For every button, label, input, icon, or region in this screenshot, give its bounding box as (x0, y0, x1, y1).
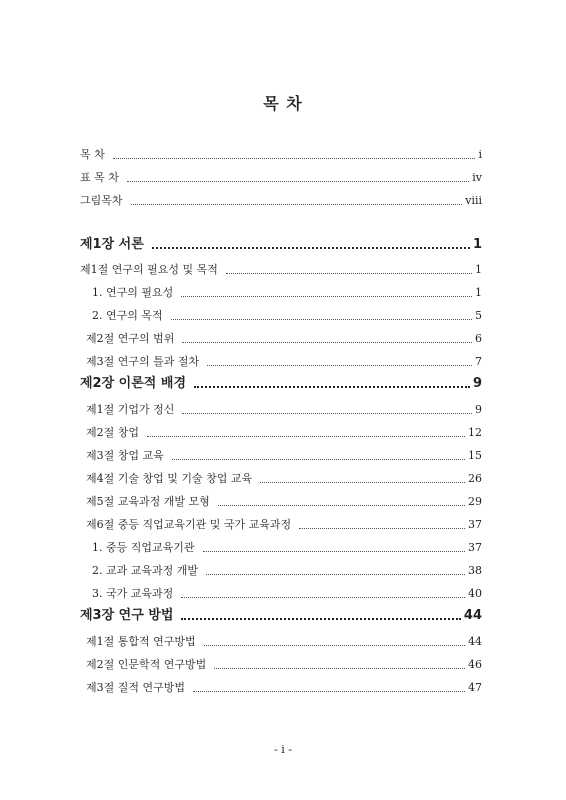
toc-entry-label: 제4절 기술 창업 및 기술 창업 교육 (86, 472, 253, 485)
toc-entry-section[interactable] (80, 656, 482, 674)
toc-entry-label: 제6절 중등 직업교육기관 및 국가 교육과정 (86, 518, 292, 531)
leader-dots (204, 645, 465, 646)
toc-entry-section[interactable] (80, 447, 482, 465)
toc-entry-chapter-2[interactable] (80, 374, 482, 394)
leader-dots (147, 436, 465, 437)
toc-entry-label: 그림목차 (80, 194, 123, 207)
toc-entry-page: 26 (468, 472, 482, 485)
toc-entry-label: 2. 연구의 목적 (92, 309, 163, 322)
toc-entry-page: 37 (468, 541, 482, 554)
leader-dots (260, 482, 465, 483)
leader-dots (181, 597, 465, 598)
leader-dots (193, 691, 465, 692)
toc-entry-page: 5 (475, 309, 482, 322)
toc-entry-subsection[interactable] (80, 284, 482, 302)
leader-dots (299, 528, 465, 529)
toc-entry-contents[interactable] (80, 146, 482, 164)
toc-entry-page: 7 (475, 355, 482, 368)
toc-entry-page: 12 (468, 426, 482, 439)
leader-dots (182, 342, 472, 343)
toc-entry-page: 46 (468, 658, 482, 671)
toc-entry-subsection[interactable] (80, 562, 482, 580)
toc-entry-page: 44 (463, 608, 482, 623)
toc-entry-chapter-3[interactable] (80, 606, 482, 626)
toc-entry-label: 제5절 교육과정 개발 모형 (86, 495, 210, 508)
toc-entry-page: 6 (475, 332, 482, 345)
toc-entry-label: 제2절 창업 (86, 426, 139, 439)
toc-entry-section[interactable] (80, 516, 482, 534)
leader-dots (182, 413, 472, 414)
toc-entry-page: 9 (475, 403, 482, 416)
leader-dots (203, 551, 466, 552)
toc-entry-label: 제1절 연구의 필요성 및 목적 (80, 263, 218, 276)
leader-dots (207, 365, 472, 366)
toc-entry-figure-list[interactable] (80, 192, 482, 210)
toc-entry-chapter-1[interactable] (80, 235, 482, 255)
leader-dots (181, 618, 460, 620)
toc-entry-section[interactable] (80, 330, 482, 348)
toc-entry-label: 제2절 연구의 범위 (86, 332, 175, 345)
toc-entry-label: 1. 연구의 필요성 (92, 286, 174, 299)
toc-entry-page: iv (472, 171, 482, 184)
leader-dots (131, 204, 463, 205)
toc-entry-label: 제1절 통합적 연구방법 (86, 635, 196, 648)
toc-entry-section[interactable] (80, 424, 482, 442)
toc-entry-subsection[interactable] (80, 539, 482, 557)
toc-entry-subsection[interactable] (80, 307, 482, 325)
toc-entry-page: 1 (475, 286, 482, 299)
leader-dots (127, 181, 469, 182)
page-number-footer: - i - (274, 743, 292, 756)
toc-entry-label: 제2장 이론적 배경 (80, 376, 187, 391)
toc-entry-section[interactable] (80, 353, 482, 371)
toc-entry-label: 제1절 기업가 정신 (86, 403, 175, 416)
toc-entry-page: 15 (468, 449, 482, 462)
toc-entry-page: 1 (475, 263, 482, 276)
toc-entry-label: 목 차 (80, 148, 105, 161)
toc-entry-label: 제2절 인문학적 연구방법 (86, 658, 207, 671)
toc-entry-page: 44 (468, 635, 482, 648)
toc-entry-page: 38 (468, 564, 482, 577)
toc-entry-section[interactable] (80, 493, 482, 511)
leader-dots (218, 505, 465, 506)
toc-entry-page: ⅷ (465, 194, 482, 207)
toc-entry-section[interactable] (80, 633, 482, 651)
toc-entry-label: 1. 중등 직업교육기관 (92, 541, 195, 554)
toc-entry-label: 2. 교과 교육과정 개발 (92, 564, 198, 577)
toc-entry-page: 1 (472, 237, 482, 252)
toc-entry-page: 9 (472, 376, 482, 391)
toc-entry-label: 3. 국가 교육과정 (92, 587, 174, 600)
leader-dots (172, 459, 465, 460)
leader-dots (152, 247, 470, 249)
leader-dots (194, 386, 470, 388)
toc-entry-label: 제1장 서론 (80, 237, 144, 252)
toc-entry-page: 40 (468, 587, 482, 600)
toc-entry-label: 제3절 질적 연구방법 (86, 681, 185, 694)
toc-entry-label: 제3절 창업 교육 (86, 449, 164, 462)
leader-dots (171, 319, 472, 320)
toc-entry-label: 제3절 연구의 틀과 절차 (86, 355, 200, 368)
toc-entry-subsection[interactable] (80, 585, 482, 603)
toc-entry-table-list[interactable] (80, 169, 482, 187)
leader-dots (226, 273, 472, 274)
page-title: 목 차 (263, 94, 303, 113)
toc-entry-section[interactable] (80, 470, 482, 488)
leader-dots (214, 668, 465, 669)
leader-dots (181, 296, 472, 297)
toc-entry-page: 29 (468, 495, 482, 508)
leader-dots (113, 158, 476, 159)
toc-entry-label: 표 목 차 (80, 171, 119, 184)
toc-entry-page: 47 (468, 681, 482, 694)
toc-entry-section[interactable] (80, 261, 482, 279)
toc-entry-page: i (478, 148, 482, 161)
toc-entry-page: 37 (468, 518, 482, 531)
leader-dots (206, 574, 465, 575)
toc-entry-section[interactable] (80, 679, 482, 697)
toc-entry-label: 제3장 연구 방법 (80, 608, 174, 623)
toc-entry-section[interactable] (80, 401, 482, 419)
